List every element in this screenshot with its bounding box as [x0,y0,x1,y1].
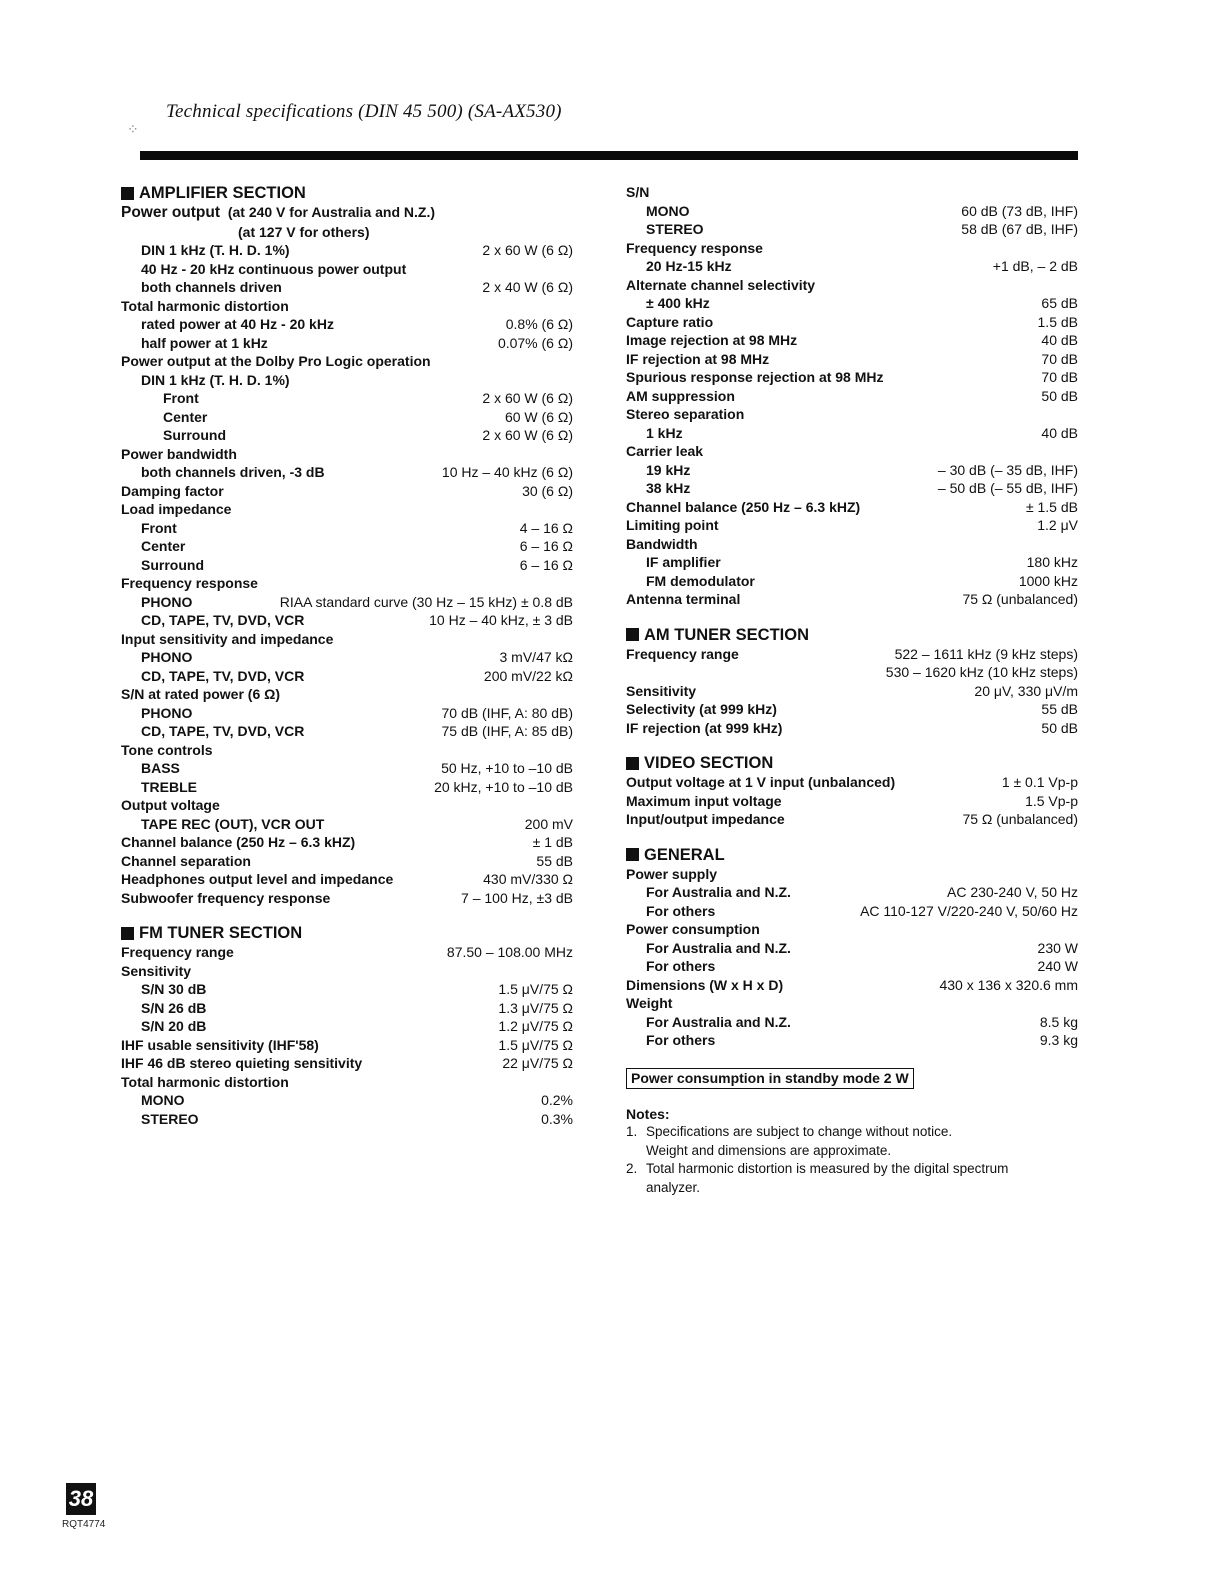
spec-label: For Australia and N.Z. [646,1013,791,1030]
spec-label: S/N at rated power (6 Ω) [121,686,281,702]
spec-row [626,183,1078,202]
spec-label: Headphones output level and impedance [121,871,394,887]
page-number-badge: 38 [66,1483,96,1515]
spec-value: 55 dB [536,852,573,869]
spec-label: CD, TAPE, TV, DVD, VCR [141,612,305,628]
spec-value: 2 x 60 W (6 Ω) [482,390,573,406]
spec-value: 70 dB (IHF, A: 80 dB) [441,704,573,721]
spec-value: 65 dB [1041,295,1078,311]
spec-row [626,387,1078,406]
spec-label: Image rejection at 98 MHz [626,332,798,348]
fm-continued-spec-list [626,183,1078,609]
spec-label: For Australia and N.Z. [646,884,791,900]
spec-value: 1000 kHz [1018,572,1078,589]
spec-label: S/N 26 dB [141,999,207,1016]
spec-value: – 30 dB (– 35 dB, IHF) [937,461,1078,478]
spec-value: 50 dB [1041,719,1078,736]
spec-row [626,792,1078,811]
spec-label: half power at 1 kHz [141,334,268,351]
spec-value: 6 – 16 Ω [519,538,573,554]
am-section-heading: AM TUNER SECTION [626,625,1078,645]
spec-row [626,883,1078,902]
spec-row [626,202,1078,221]
spec-row [626,331,1078,350]
spec-label: IF amplifier [646,554,721,570]
spec-row [626,957,1078,976]
spec-value: 530 – 1620 kHz (10 kHz steps) [885,664,1078,680]
spec-label: Sensitivity [121,962,192,979]
spec-row [121,315,573,334]
spec-label: IF rejection at 98 MHz [626,350,770,367]
spec-label: AM suppression [626,387,735,404]
note-item [626,1123,1078,1142]
spec-label: Capture ratio [626,313,714,330]
spec-row [121,371,573,390]
spec-label: S/N 30 dB [141,981,207,997]
spec-label: For others [646,1032,716,1048]
left-column [121,183,573,1128]
spec-label: Weight [626,995,673,1011]
spec-row [626,1013,1078,1032]
spec-label: Selectivity (at 999 kHz) [626,701,777,717]
spec-label: Power consumption [626,921,760,937]
spec-label: Channel separation [121,852,251,869]
spec-row [626,239,1078,258]
spec-row [121,260,573,279]
general-spec-list [626,865,1078,1050]
spec-value: 1.5 dB [1037,313,1078,330]
spec-label: STEREO [646,221,704,237]
spec-value: 75 Ω (unbalanced) [962,811,1078,827]
spec-value: 1.2 μV/75 Ω [498,1018,573,1034]
spec-value: 70 dB [1041,350,1078,367]
spec-row [121,1017,573,1036]
spec-row [626,220,1078,239]
spec-value: +1 dB, – 2 dB [992,258,1078,274]
spec-row [121,445,573,464]
spec-label: Front [141,519,177,536]
spec-value: 8.5 kg [1039,1013,1078,1030]
note-text: Total harmonic distortion is measured by the digital spectrum [646,1161,1009,1176]
spec-label: For others [646,902,716,919]
page-title: Technical specifications (DIN 45 500) (SA-AX530) [166,101,562,122]
note-text: analyzer. [646,1179,701,1195]
spec-value: 230 W [1037,939,1078,956]
spec-label: Carrier leak [626,443,704,459]
spec-row [121,574,573,593]
spec-label: Surround [163,427,226,443]
spec-row [121,796,573,815]
spec-label: IHF 46 dB stereo quieting sensitivity [121,1055,363,1071]
spec-label: Front [163,390,199,406]
spec-label: Subwoofer frequency response [121,889,331,906]
spec-value: 75 Ω (unbalanced) [962,591,1078,607]
spec-label: TREBLE [141,778,197,795]
spec-label: Total harmonic distortion [121,297,289,314]
spec-value: 430 mV/330 Ω [483,871,573,887]
spec-label: Tone controls [121,741,213,758]
spec-row [626,920,1078,939]
spec-label: Power supply [626,865,718,882]
spec-label: Input/output impedance [626,811,785,827]
spec-row [121,852,573,871]
spec-label: both channels driven [141,279,282,295]
spec-row [626,902,1078,921]
spec-row [626,498,1078,517]
spec-label: BASS [141,760,180,776]
spec-row [121,833,573,852]
spec-row [121,500,573,519]
fm-spec-list [121,943,573,1128]
spec-row [121,463,573,482]
spec-row [626,719,1078,738]
spec-row [121,352,573,371]
spec-label: Total harmonic distortion [121,1073,289,1090]
spec-row [121,685,573,704]
spec-row [626,257,1078,276]
spec-value: 180 kHz [1026,554,1078,570]
spec-label: MONO [646,202,690,219]
spec-label: S/N 20 dB [141,1018,207,1034]
spec-value: 430 x 136 x 320.6 mm [939,976,1078,993]
spec-row [121,297,573,316]
spec-value: 50 Hz, +10 to –10 dB [441,760,573,776]
notes-list [626,1123,1078,1197]
spec-label: 38 kHz [646,480,691,496]
spec-row [121,815,573,834]
spec-row [121,741,573,760]
fm-section-heading: FM TUNER SECTION [121,923,573,943]
spec-value: 1.5 μV/75 Ω [498,981,573,997]
spec-label: 19 kHz [646,461,691,478]
spec-label: 40 Hz - 20 kHz continuous power output [141,260,407,277]
note-text: Weight and dimensions are approximate. [646,1142,892,1158]
square-bullet-icon [626,628,639,641]
spec-value: 60 W (6 Ω) [504,408,573,425]
spec-value: 10 Hz – 40 kHz, ± 3 dB [429,612,573,628]
video-spec-list [626,773,1078,829]
spec-label: Channel balance (250 Hz – 6.3 kHZ) [626,498,861,515]
spec-row [626,368,1078,387]
spec-label: rated power at 40 Hz - 20 kHz [141,316,334,332]
spec-label: Bandwidth [626,535,698,552]
spec-label: PHONO [141,649,193,665]
spec-value: 0.2% [541,1092,573,1108]
spec-row [121,334,573,353]
spec-row [121,408,573,427]
spec-row [121,241,573,260]
spec-label: STEREO [141,1110,199,1127]
spec-value: ± 1.5 dB [1025,498,1078,515]
spec-row [121,1073,573,1092]
spec-row [121,870,573,889]
spec-row [121,519,573,538]
spec-label: DIN 1 kHz (T. H. D. 1%) [141,242,290,258]
spec-value: 0.8% (6 Ω) [505,316,573,332]
spec-value: 70 dB [1041,369,1078,385]
spec-value: 20 μV, 330 μV/m [974,682,1078,699]
note-item [626,1179,1078,1198]
header-rule [140,151,1078,160]
am-spec-list [626,645,1078,738]
video-section-heading: VIDEO SECTION [626,753,1078,773]
spec-row [121,667,573,686]
spec-value: 1.5 Vp-p [1025,792,1078,809]
spec-label: Alternate channel selectivity [626,276,816,293]
spec-value: 2 x 60 W (6 Ω) [482,242,573,258]
spec-label: CD, TAPE, TV, DVD, VCR [141,723,305,739]
spec-value: 60 dB (73 dB, IHF) [961,202,1078,219]
spec-value: 240 W [1037,958,1078,974]
spec-value: RIAA standard curve (30 Hz – 15 kHz) ± 0.8 dB [279,593,573,610]
spec-label: Maximum input voltage [626,792,782,809]
spec-row [121,722,573,741]
spec-row [626,405,1078,424]
spec-label: TAPE REC (OUT), VCR OUT [141,815,325,832]
spec-row [121,999,573,1018]
spec-value: 20 kHz, +10 to –10 dB [434,778,573,795]
spec-row [626,976,1078,995]
spec-label: 20 Hz-15 kHz [646,258,732,274]
spec-value: 522 – 1611 kHz (9 kHz steps) [894,645,1078,662]
spec-label: Frequency range [121,944,234,960]
spec-label: Sensitivity [626,682,697,699]
spec-label: Center [163,408,208,425]
spec-label: Output voltage [121,797,220,813]
note-number [626,1142,646,1161]
spec-row [121,943,573,962]
scan-specks: ⁘ [127,121,139,137]
spec-value: ± 1 dB [532,834,573,850]
note-item [626,1160,1078,1179]
spec-row [121,278,573,297]
spec-value: 22 μV/75 Ω [502,1055,573,1071]
spec-row [626,461,1078,480]
spec-row [121,537,573,556]
spec-label: S/N [626,184,650,200]
spec-row [121,1054,573,1073]
spec-value: 40 dB [1041,332,1078,348]
spec-row [121,593,573,612]
spec-row [121,889,573,908]
power-output-row: Power output (at 240 V for Australia and N.Z.) [121,204,436,221]
notes-title: Notes: [626,1105,670,1122]
spec-row [626,294,1078,313]
spec-row [626,313,1078,332]
amplifier-section-heading: AMPLIFIER SECTION [121,183,573,203]
spec-value: 0.3% [541,1110,573,1127]
right-column [626,183,1078,1197]
spec-label: DIN 1 kHz (T. H. D. 1%) [141,371,290,388]
spec-row [626,810,1078,829]
spec-row [626,442,1078,461]
spec-row [626,350,1078,369]
spec-row [121,704,573,723]
spec-label: Frequency range [626,645,739,662]
spec-row [626,276,1078,295]
spec-value: 1 ± 0.1 Vp-p [1001,774,1078,790]
spec-label: Stereo separation [626,406,745,422]
spec-row [626,939,1078,958]
spec-row [626,424,1078,443]
spec-value: AC 110-127 V/220-240 V, 50/60 Hz [860,902,1078,919]
spec-row [626,1031,1078,1050]
spec-label: Surround [141,556,204,573]
spec-value: 75 dB (IHF, A: 85 dB) [441,723,573,739]
spec-value: 200 mV/22 kΩ [483,667,573,684]
spec-row [121,1036,573,1055]
spec-value: 50 dB [1041,387,1078,404]
spec-row [626,994,1078,1013]
note-text: Specifications are subject to change without notice. [646,1124,953,1139]
spec-label: IHF usable sensitivity (IHF'58) [121,1036,319,1053]
spec-row [121,1091,573,1110]
spec-label: Output voltage at 1 V input (unbalanced) [626,774,896,790]
spec-label: MONO [141,1092,185,1108]
spec-label: FM demodulator [646,572,755,589]
spec-value: 0.07% (6 Ω) [497,334,573,351]
spec-value: AC 230-240 V, 50 Hz [946,884,1078,900]
general-section-heading: GENERAL [626,845,1078,865]
amplifier-spec-list [121,241,573,907]
spec-label: IF rejection (at 999 kHz) [626,719,783,736]
spec-label: Spurious response rejection at 98 MHz [626,369,884,385]
spec-value: 4 – 16 Ω [519,519,573,536]
spec-value: 3 mV/47 kΩ [499,649,573,665]
spec-value: 40 dB [1041,424,1078,441]
spec-label: Center [141,538,186,554]
spec-label: PHONO [141,704,193,721]
square-bullet-icon [626,848,639,861]
spec-row [121,482,573,501]
square-bullet-icon [121,187,134,200]
spec-value: 1.3 μV/75 Ω [498,999,573,1016]
document-code: RQT4774 [62,1519,106,1530]
spec-row [626,865,1078,884]
spec-row [626,773,1078,792]
spec-value: 58 dB (67 dB, IHF) [961,221,1078,237]
spec-row [121,962,573,981]
note-number [626,1179,646,1198]
spec-value: 6 – 16 Ω [519,556,573,573]
spec-label: Channel balance (250 Hz – 6.3 kHZ) [121,834,356,850]
power-output-note-row: (at 127 V for others) [238,223,370,240]
spec-label: PHONO [141,593,193,610]
spec-label: both channels driven, -3 dB [141,464,325,480]
spec-label: Power output at the Dolby Pro Logic operation [121,353,431,369]
spec-value: 10 Hz – 40 kHz (6 Ω) [441,464,573,480]
spec-value: 7 – 100 Hz, ±3 dB [461,889,573,906]
spec-value: 9.3 kg [1039,1032,1078,1048]
note-number: 1. [626,1124,638,1139]
spec-label: Power bandwidth [121,445,237,462]
spec-row [626,590,1078,609]
spec-label: Input sensitivity and impedance [121,630,334,647]
spec-label: For Australia and N.Z. [646,939,791,956]
spec-value: 2 x 60 W (6 Ω) [482,427,573,443]
spec-label: 1 kHz [646,424,683,441]
spec-row [626,663,1078,682]
spec-row [626,645,1078,664]
spec-row [121,389,573,408]
spec-row [121,778,573,797]
spec-row [121,759,573,778]
spec-value: 200 mV [524,815,573,832]
spec-label: Frequency response [121,575,258,591]
spec-label: Damping factor [121,482,224,499]
note-item [626,1142,1078,1161]
spec-row [626,700,1078,719]
spec-value: 1.5 μV/75 Ω [498,1036,573,1053]
spec-label: Antenna terminal [626,591,741,607]
spec-label: Frequency response [626,239,763,256]
spec-row [121,426,573,445]
spec-row [121,630,573,649]
spec-value: 55 dB [1041,701,1078,717]
spec-row [121,980,573,999]
spec-row [626,572,1078,591]
spec-row [626,535,1078,554]
spec-row [626,553,1078,572]
spec-row [626,516,1078,535]
square-bullet-icon [626,757,639,770]
spec-row [121,1110,573,1129]
spec-value: 87.50 – 108.00 MHz [446,944,573,960]
spec-row [121,556,573,575]
spec-value: 2 x 40 W (6 Ω) [482,279,573,295]
spec-label: Dimensions (W x H x D) [626,976,784,993]
spec-label: Load impedance [121,501,232,517]
spec-value: – 50 dB (– 55 dB, IHF) [937,480,1078,496]
standby-power-box: Power consumption in standby mode 2 W [626,1068,914,1089]
spec-label: For others [646,958,716,974]
spec-label: CD, TAPE, TV, DVD, VCR [141,667,305,684]
spec-value: 30 (6 Ω) [522,482,573,499]
spec-row [626,479,1078,498]
square-bullet-icon [121,927,134,940]
note-number: 2. [626,1161,638,1176]
spec-row [626,682,1078,701]
spec-row [121,611,573,630]
spec-label: ± 400 kHz [646,295,710,311]
spec-label: Limiting point [626,517,719,533]
spec-row [121,648,573,667]
spec-value: 1.2 μV [1037,517,1078,533]
